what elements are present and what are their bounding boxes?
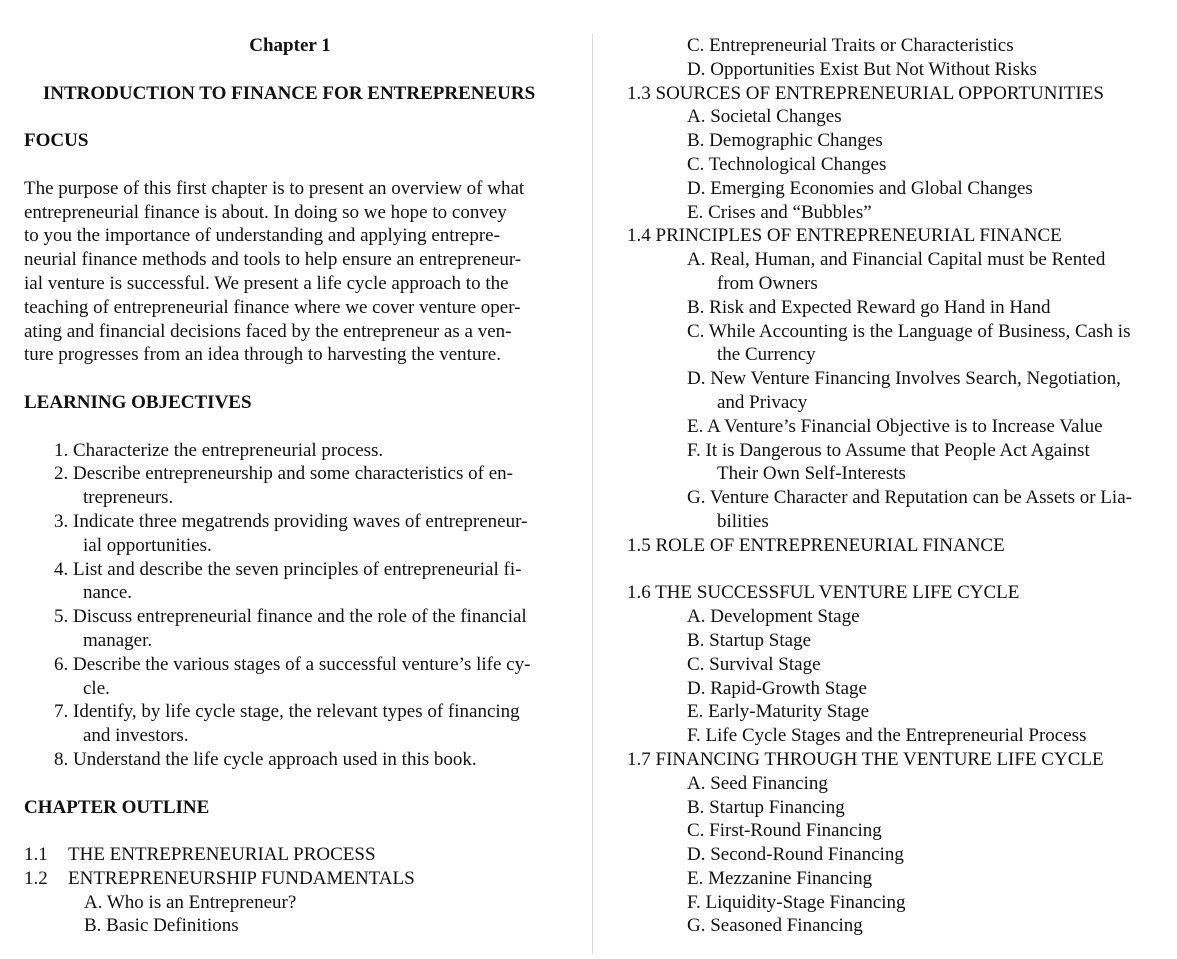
outline-list (24, 843, 564, 938)
focus-line: neurial finance methods and tools to help ensure an entrepreneur- (24, 249, 522, 271)
outline-subitem: D. Rapid-Growth Stage (687, 677, 867, 699)
focus-line: ating and financial decisions faced by the entrepreneur as a ven- (24, 320, 512, 342)
outline-subitem: C. While Accounting is the Language of Business, Cash is (687, 320, 1131, 342)
column-divider (592, 34, 593, 954)
outline-subitem: C. Technological Changes (687, 153, 887, 175)
left-column (24, 34, 564, 938)
outline-subitem: C. First-Round Financing (687, 820, 882, 842)
objectives-heading: LEARNING OBJECTIVES (24, 391, 252, 413)
outline-heading: CHAPTER OUTLINE (24, 796, 210, 818)
objective-item-continued: cle. (83, 677, 110, 699)
outline-subitem: G. Venture Character and Reputation can be Assets or Lia- (687, 487, 1132, 509)
outline-subitem: B. Startup Stage (687, 629, 812, 651)
focus-line: ial venture is successful. We present a life cycle approach to the (24, 272, 509, 294)
outline-subitem: B. Startup Financing (687, 796, 845, 818)
outline-subitem: E. Mezzanine Financing (687, 867, 873, 889)
outline-number: 1.2 (24, 867, 48, 889)
chapter-number: Chapter 1 (249, 35, 331, 56)
focus-heading: FOCUS (24, 130, 89, 152)
objective-item: 5. Discuss entrepreneurial finance and the role of the financial (54, 606, 527, 628)
objective-item: 4. List and describe the seven principles of entrepreneurial fi- (54, 558, 522, 580)
outline-subitem-continued: and Privacy (717, 391, 808, 413)
outline-section-1-4: 1.4 PRINCIPLES OF ENTREPRENEURIAL FINANCE (627, 225, 1062, 247)
outline-subitem: G. Seasoned Financing (687, 915, 863, 937)
outline-subitem-continued: the Currency (717, 344, 816, 366)
chapter-title: INTRODUCTION TO FINANCE FOR ENTREPRENEURS (42, 82, 536, 104)
right-column (627, 34, 1172, 938)
outline-item (24, 867, 564, 891)
outline-subitem: C. Entrepreneurial Traits or Characteristics (687, 35, 1014, 56)
objective-item: 1. Characterize the entrepreneurial process. (54, 439, 384, 461)
objective-item: 8. Understand the life cycle approach used in this book. (54, 748, 477, 770)
outline-subitem: D. Opportunities Exist But Not Without Risks (687, 58, 1037, 80)
outline-subitem-continued: Their Own Self-Interests (717, 463, 906, 485)
focus-line: teaching of entrepreneurial finance where we cover venture oper- (24, 296, 521, 318)
objective-item-continued: and investors. (83, 725, 189, 747)
outline-subitem: D. New Venture Financing Involves Search, Negotiation, (687, 368, 1121, 390)
outline-section-1-6: 1.6 THE SUCCESSFUL VENTURE LIFE CYCLE (627, 582, 1020, 604)
outline-section-1-5: 1.5 ROLE OF ENTREPRENEURIAL FINANCE (627, 534, 1005, 556)
outline-subitem: F. It is Dangerous to Assume that People Act Against (687, 439, 1090, 461)
focus-line: ture progresses from an idea through to harvesting the venture. (24, 344, 501, 366)
outline-subitem: A. Who is an Entrepreneur? (84, 891, 297, 913)
outline-number: 1.1 (24, 844, 48, 866)
outline-subitem: A. Real, Human, and Financial Capital must be Rented (687, 249, 1106, 271)
outline-section-1-3: 1.3 SOURCES OF ENTREPRENEURIAL OPPORTUNITIES (627, 82, 1104, 104)
outline-subitem: F. Liquidity-Stage Financing (687, 891, 906, 913)
outline-subitem: C. Survival Stage (687, 653, 821, 675)
objective-item-continued: ial opportunities. (83, 534, 212, 556)
outline-label: ENTREPRENEURSHIP FUNDAMENTALS (68, 867, 415, 889)
objective-item: 7. Identify, by life cycle stage, the relevant types of financing (54, 701, 520, 723)
outline-subitem: B. Risk and Expected Reward go Hand in Hand (687, 296, 1051, 318)
outline-subitem: E. Early-Maturity Stage (687, 701, 870, 723)
objective-item-continued: nance. (83, 582, 133, 604)
objective-item: 3. Indicate three megatrends providing waves of entrepreneur- (54, 510, 528, 532)
outline-subitem: F. Life Cycle Stages and the Entrepreneurial Process (687, 725, 1087, 747)
objectives-list (24, 439, 564, 772)
outline-subitem-continued: from Owners (717, 272, 818, 294)
outline-subitem: D. Second-Round Financing (687, 844, 904, 866)
focus-line: to you the importance of understanding and applying entrepre- (24, 225, 500, 247)
outline-section-1-7: 1.7 FINANCING THROUGH THE VENTURE LIFE CYCLE (627, 748, 1104, 770)
outline-subitem: A. Development Stage (687, 606, 860, 628)
objective-item-continued: trepreneurs. (83, 487, 174, 509)
outline-subitem: B. Basic Definitions (84, 915, 239, 937)
outline-subitem: E. Crises and “Bubbles” (687, 201, 872, 223)
outline-subitem: B. Demographic Changes (687, 130, 883, 152)
outline-label: THE ENTREPRENEURIAL PROCESS (68, 844, 376, 866)
focus-paragraph (24, 177, 564, 367)
focus-line: The purpose of this first chapter is to present an overview of what (24, 177, 525, 199)
outline-subitem-continued: bilities (717, 510, 769, 532)
objective-item-continued: manager. (83, 629, 153, 651)
outline-subitem: D. Emerging Economies and Global Changes (687, 177, 1033, 199)
outline-subitem: E. A Venture’s Financial Objective is to Increase Value (687, 415, 1103, 437)
outline-subitem: A. Seed Financing (687, 772, 828, 794)
outline-subitem: A. Societal Changes (687, 106, 842, 128)
objective-item: 6. Describe the various stages of a successful venture’s life cy- (54, 653, 531, 675)
outline-item (24, 843, 564, 867)
objective-item: 2. Describe entrepreneurship and some characteristics of en- (54, 463, 513, 485)
focus-line: entrepreneurial finance is about. In doing so we hope to convey (24, 201, 507, 223)
